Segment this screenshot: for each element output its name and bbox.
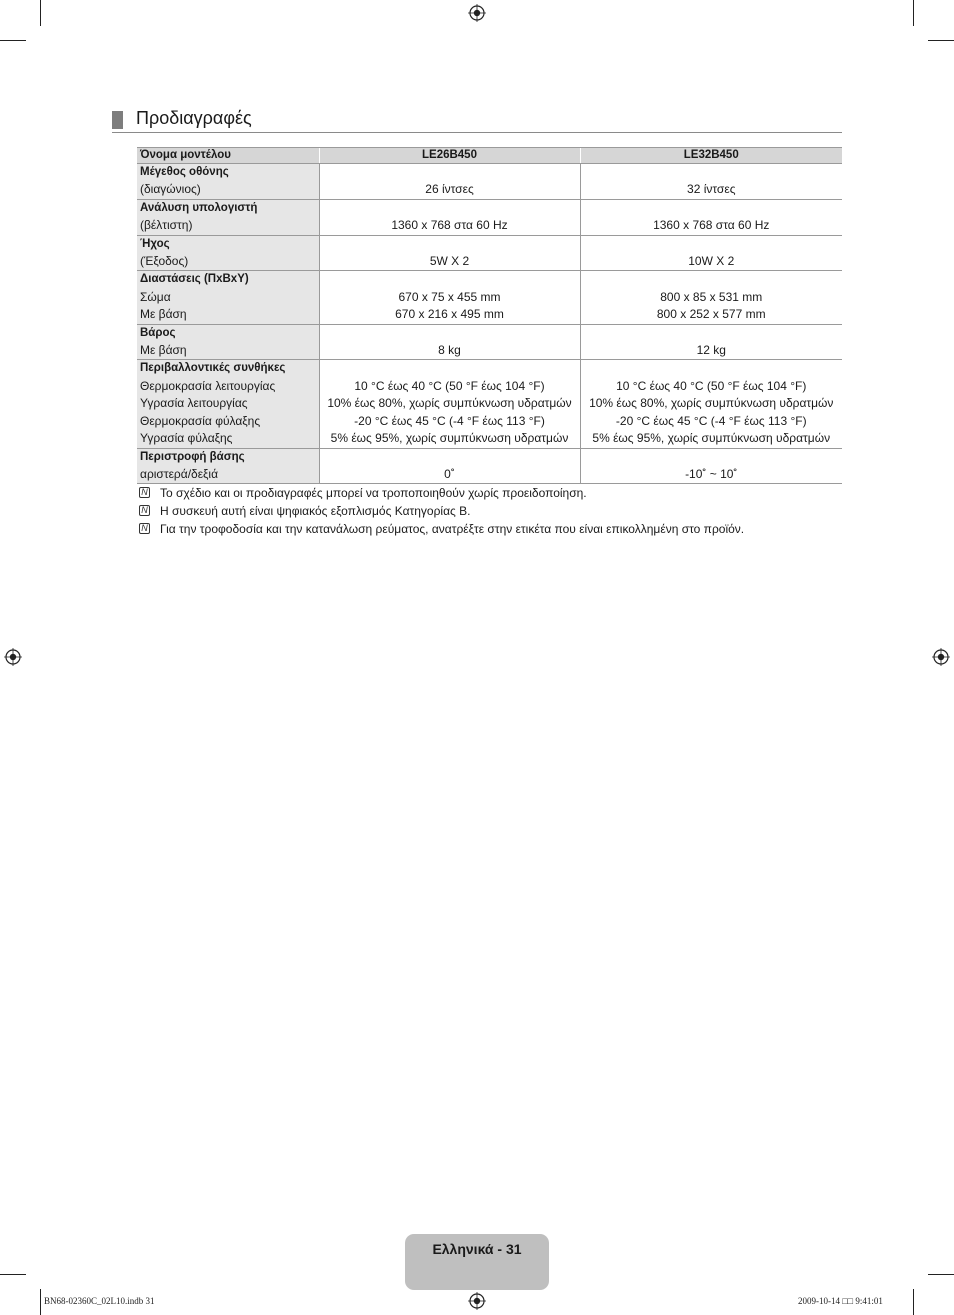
cell-value: 10 °C έως 40 °C (50 °F έως 104 °F) xyxy=(354,378,545,393)
cell-value: 800 x 252 x 577 mm xyxy=(656,307,766,322)
cell-value xyxy=(323,449,577,466)
cell-value xyxy=(323,164,577,181)
crop-mark xyxy=(40,0,41,26)
cell-value: 10% έως 80%, χωρίς συμπύκνωση υδρατμών xyxy=(589,396,834,411)
cell-value xyxy=(323,325,577,342)
row-label: Ήχος xyxy=(140,237,170,250)
table-row xyxy=(137,164,842,200)
cell-value xyxy=(584,200,840,217)
value-cell-le32b450 xyxy=(580,324,842,360)
cell-value xyxy=(584,325,840,342)
table-row xyxy=(137,448,842,484)
row-label: Βάρος xyxy=(140,326,176,339)
cell-value: 800 x 85 x 531 mm xyxy=(660,289,763,304)
heading-bar xyxy=(112,111,123,129)
row-label: Ανάλυση υπολογιστή xyxy=(140,201,258,214)
cell-value xyxy=(323,200,577,217)
cell-value xyxy=(584,164,840,181)
cell-value: 10 °C έως 40 °C (50 °F έως 104 °F) xyxy=(616,378,807,393)
table-row xyxy=(137,271,842,324)
row-label-cell xyxy=(137,448,319,484)
note-icon: N xyxy=(139,505,150,516)
cell-value: 670 x 216 x 495 mm xyxy=(395,307,504,322)
value-cell-le32b450 xyxy=(580,448,842,484)
row-label: Περιβαλλοντικές συνθήκες xyxy=(140,362,286,375)
cell-value: 0˚ xyxy=(444,466,455,481)
table-row xyxy=(137,199,842,235)
section-heading xyxy=(112,108,842,133)
row-label: (διαγώνιος) xyxy=(140,182,201,197)
column-header: LE26B450 xyxy=(319,148,580,164)
cell-value: 5% έως 95%, χωρίς συμπύκνωση υδρατμών xyxy=(592,431,831,446)
crop-mark xyxy=(0,1274,26,1275)
row-label: (βέλτιστη) xyxy=(140,218,193,233)
row-label: Με βάση xyxy=(140,307,187,322)
value-cell-le32b450 xyxy=(580,271,842,324)
row-label: αριστερά/δεξιά xyxy=(140,466,219,481)
cell-value: 32 ίντσες xyxy=(687,182,736,197)
value-cell-le32b450 xyxy=(580,164,842,200)
row-label-cell xyxy=(137,164,319,200)
value-cell-le26b450 xyxy=(319,235,580,271)
cell-value: 10% έως 80%, χωρίς συμπύκνωση υδρατμών xyxy=(327,396,572,411)
row-label: (Έξοδος) xyxy=(140,254,189,269)
crop-mark xyxy=(0,40,26,41)
value-cell-le26b450 xyxy=(319,324,580,360)
row-label: Υγρασία λειτουργίας xyxy=(140,396,248,411)
value-cell-le32b450 xyxy=(580,199,842,235)
row-label-cell xyxy=(137,271,319,324)
crop-mark xyxy=(928,40,954,41)
crop-mark xyxy=(928,1274,954,1275)
cell-value xyxy=(323,236,577,253)
registration-mark-icon xyxy=(4,648,22,666)
footer-timestamp: 2009-10-14 □□ 9:41:01 xyxy=(798,1296,883,1306)
table-row xyxy=(137,360,842,448)
note-item xyxy=(139,503,859,521)
cell-value xyxy=(323,360,577,377)
table-row xyxy=(137,324,842,360)
value-cell-le32b450 xyxy=(580,235,842,271)
value-cell-le26b450 xyxy=(319,360,580,448)
cell-value xyxy=(323,271,577,288)
table-header-row xyxy=(137,148,842,164)
row-label: Μέγεθος οθόνης xyxy=(140,166,229,178)
value-cell-le32b450 xyxy=(580,360,842,448)
cell-value: 670 x 75 x 455 mm xyxy=(398,289,501,304)
footer-file-info: BN68-02360C_02L10.indb 31 xyxy=(44,1296,155,1306)
row-label: Περιστροφή βάσης xyxy=(140,450,245,463)
row-label-cell xyxy=(137,324,319,360)
crop-mark xyxy=(40,1289,41,1315)
cell-value: -10˚ ~ 10˚ xyxy=(685,466,738,481)
row-label-cell xyxy=(137,235,319,271)
spec-table xyxy=(137,147,842,484)
note-icon: N xyxy=(139,523,150,534)
column-header: Όνομα μοντέλου xyxy=(137,148,319,164)
row-label: Υγρασία φύλαξης xyxy=(140,431,233,446)
page-number-tab xyxy=(405,1234,549,1290)
notes-list xyxy=(139,485,859,539)
row-label-cell xyxy=(137,199,319,235)
note-text: Για την τροφοδοσία και την κατανάλωση ρεύματος, ανατρέξτε στην ετικέτα που είναι επικολλημένη στο προϊόν. xyxy=(160,522,745,536)
registration-mark-icon xyxy=(932,648,950,666)
value-cell-le26b450 xyxy=(319,271,580,324)
cell-value: 5% έως 95%, χωρίς συμπύκνωση υδρατμών xyxy=(330,431,569,446)
row-label: Με βάση xyxy=(140,343,187,358)
cell-value: 8 kg xyxy=(438,343,461,358)
cell-value: 1360 x 768 στα 60 Hz xyxy=(391,218,508,233)
value-cell-le26b450 xyxy=(319,199,580,235)
note-item xyxy=(139,485,859,503)
row-label-cell xyxy=(137,360,319,448)
note-text: Η συσκευή αυτή είναι ψηφιακός εξοπλισμός Κατηγορίας B. xyxy=(160,504,471,518)
cell-value: -20 °C έως 45 °C (-4 °F έως 113 °F) xyxy=(615,413,807,428)
cell-value: 5W X 2 xyxy=(429,254,470,269)
row-label: Διαστάσεις (ΠxΒxΥ) xyxy=(140,273,249,286)
cell-value xyxy=(584,449,840,466)
cell-value xyxy=(584,236,840,253)
cell-value xyxy=(584,271,840,288)
note-text: Το σχέδιο και οι προδιαγραφές μπορεί να τροποποιηθούν χωρίς προειδοποίηση. xyxy=(160,486,587,500)
cell-value xyxy=(584,360,840,377)
note-item xyxy=(139,521,859,539)
value-cell-le26b450 xyxy=(319,448,580,484)
page-number: Ελληνικά - 31 xyxy=(432,1241,522,1257)
registration-mark-icon xyxy=(468,1292,486,1310)
page-title: Προδιαγραφές xyxy=(136,108,252,128)
value-cell-le26b450 xyxy=(319,164,580,200)
table-row xyxy=(137,235,842,271)
cell-value: 10W X 2 xyxy=(688,254,735,269)
row-label: Σώμα xyxy=(140,289,171,304)
column-header: LE32B450 xyxy=(580,148,842,164)
row-label: Θερμοκρασία λειτουργίας xyxy=(140,378,276,393)
registration-mark-icon xyxy=(468,4,486,22)
crop-mark xyxy=(913,0,914,26)
cell-value: 12 kg xyxy=(696,343,726,358)
crop-mark xyxy=(913,1289,914,1315)
row-label: Θερμοκρασία φύλαξης xyxy=(140,413,261,428)
cell-value: 1360 x 768 στα 60 Hz xyxy=(653,218,770,233)
cell-value: 26 ίντσες xyxy=(425,182,474,197)
cell-value: -20 °C έως 45 °C (-4 °F έως 113 °F) xyxy=(354,413,545,428)
note-icon: N xyxy=(139,487,150,498)
